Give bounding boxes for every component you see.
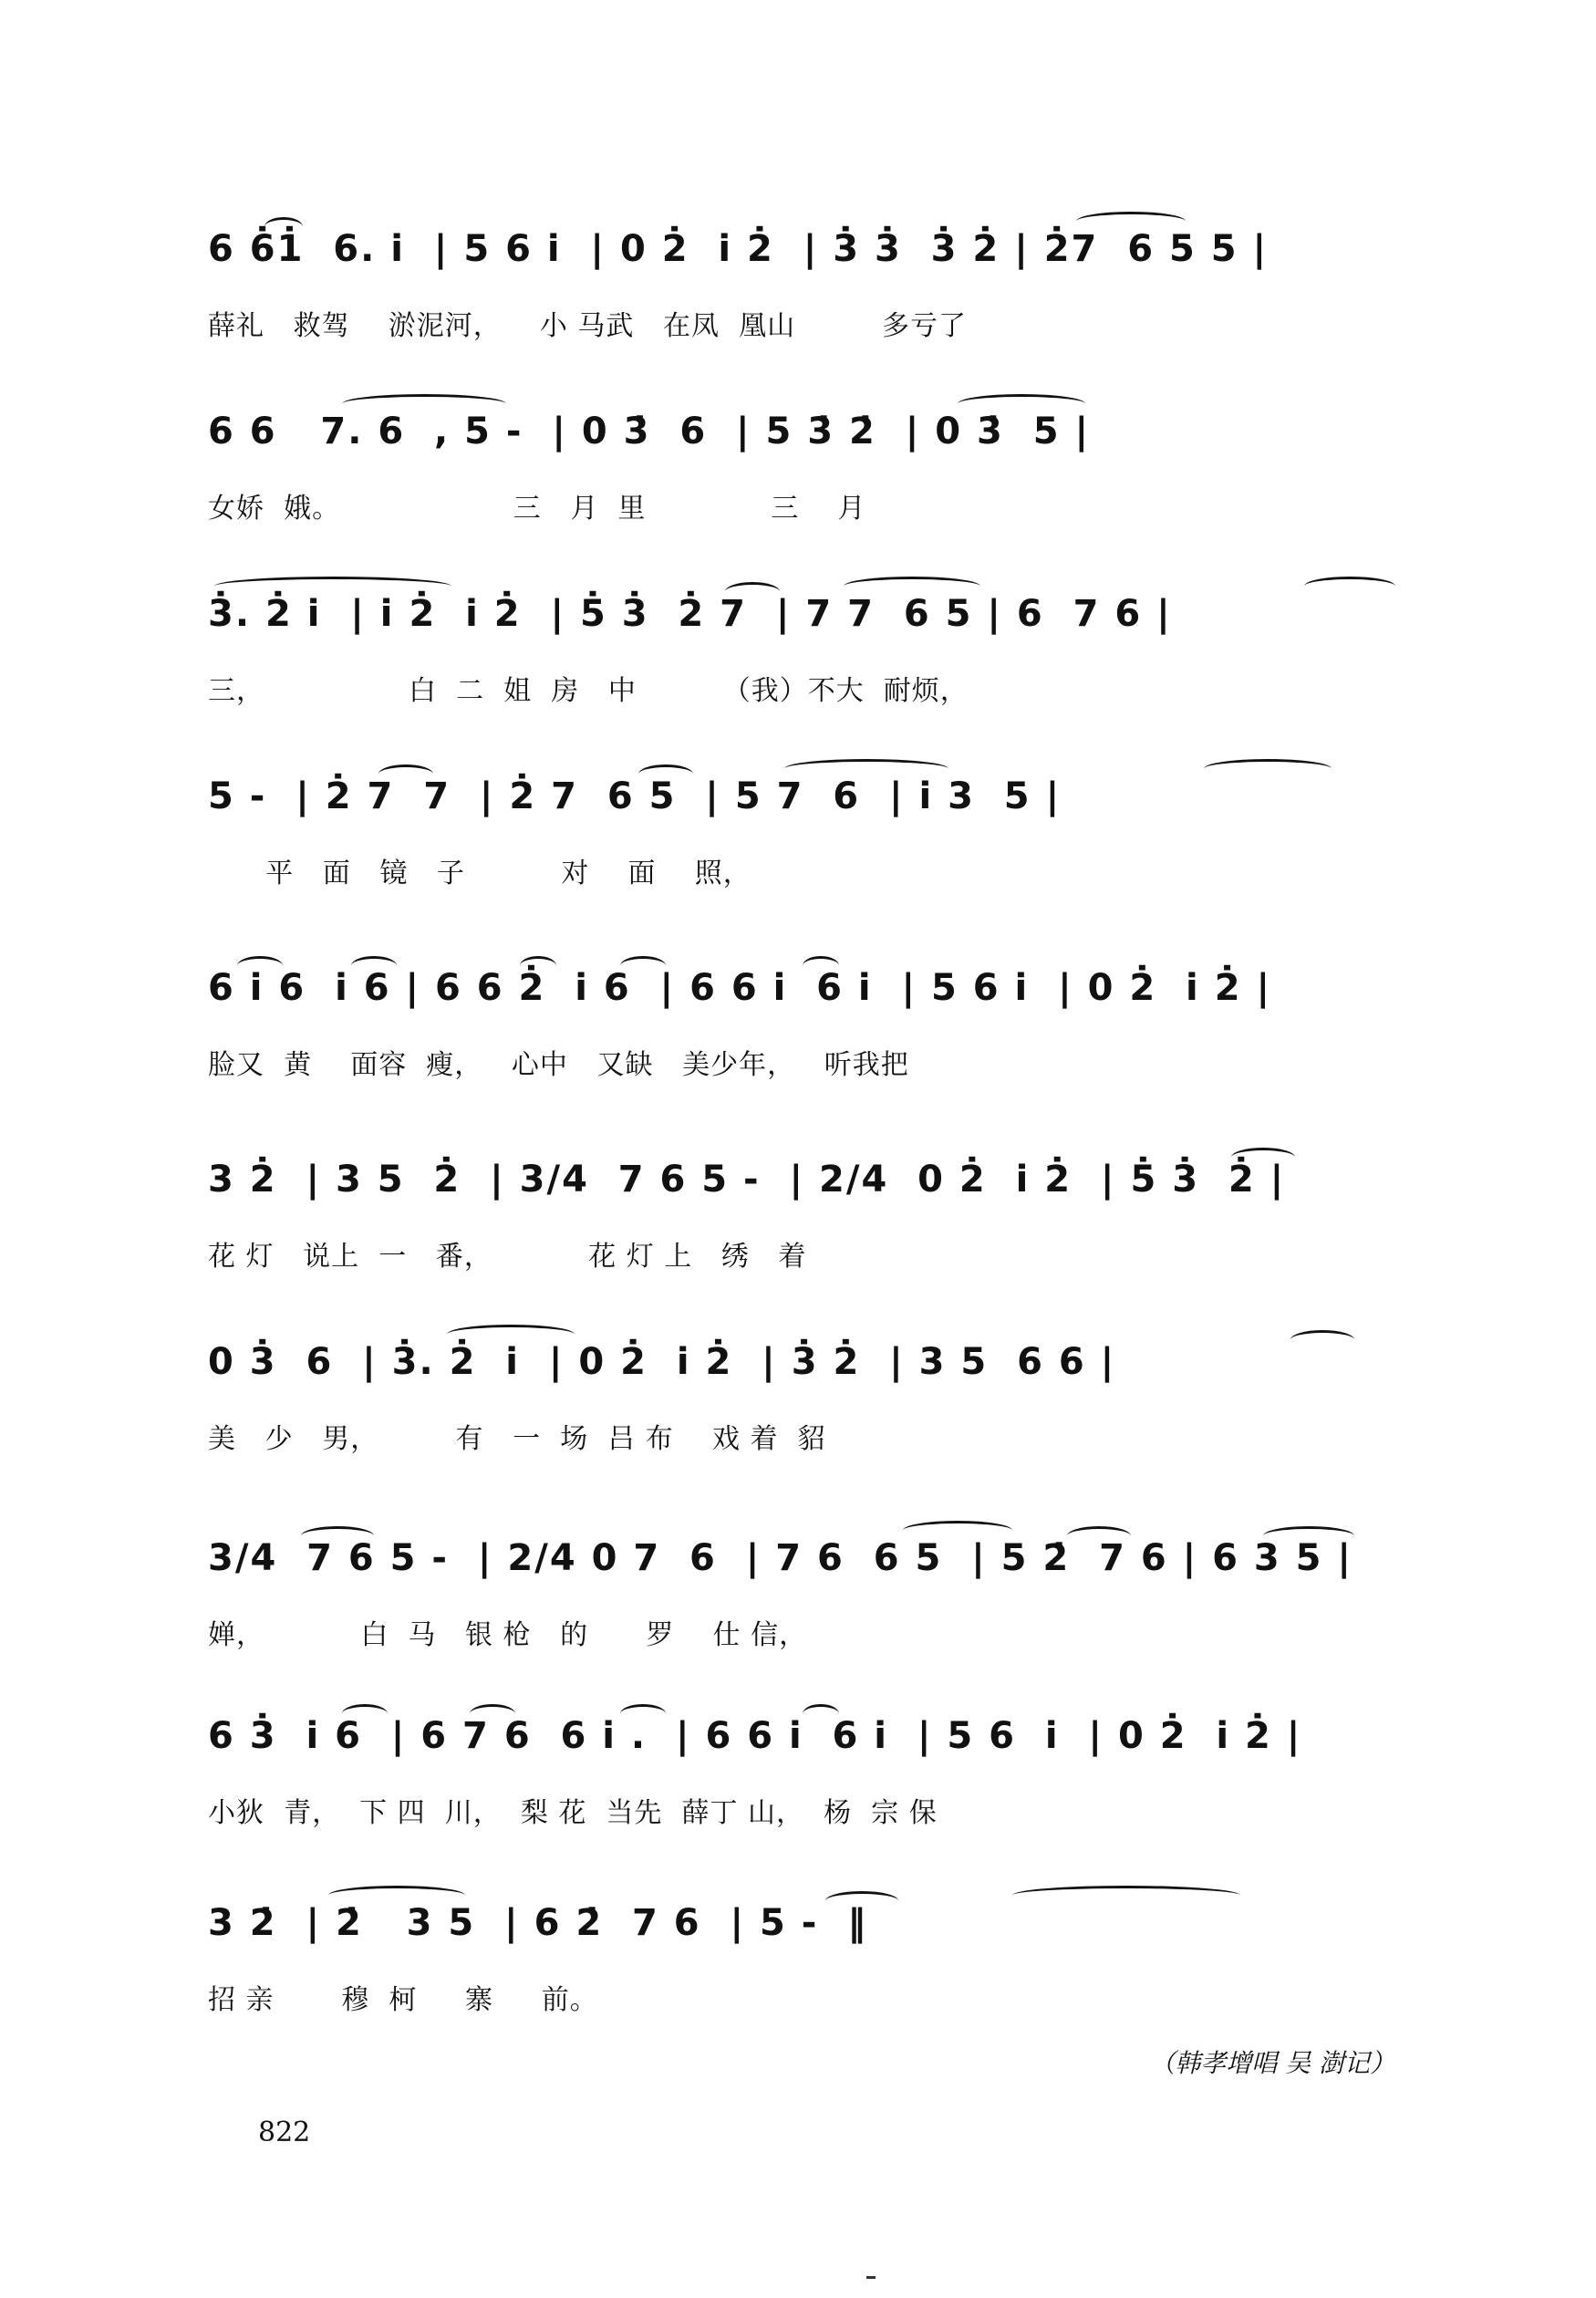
lyric-line: 女娇 娥。 三 月 里 三 月: [208, 493, 866, 525]
score-system-9: [0, 1715, 1596, 1898]
footer-mark: [866, 2276, 876, 2279]
notation-line: 6 6̇1̇ 6. i | 5 6 i | 0 2̇ i 2̇ | 3̇ 3̇ 3̇ 2̇ | 2̇7 6 5 5 |: [208, 228, 1269, 270]
score-system-7: [0, 1341, 1596, 1523]
lyric-line: 花 灯 说上 一 番， 花 灯 上 绣 着: [208, 1241, 807, 1273]
notation-line: 3 2̇ | 2̇ 3 5 | 6 2̇ 7 6 | 5 - ‖: [208, 1902, 868, 1944]
lyric-line: 薛礼 救驾 淤泥河， 小 马武 在凤 凰山 多亏了: [208, 310, 967, 342]
score-system-1: [0, 228, 1596, 411]
score-system-8: [0, 1537, 1596, 1720]
lyric-line: 脸又 黄 面容 瘦， 心中 又缺 美少年， 听我把: [208, 1049, 909, 1081]
lyric-line: 美 少 男， 有 一 场 吕 布 戏 着 貂: [208, 1423, 826, 1455]
score-system-4: [0, 775, 1596, 958]
lyric-line: 招 亲 穆 柯 寨 前。: [208, 1984, 598, 2016]
notation-line: 3̇. 2̇ i | i 2̇ i 2̇ | 5̇ 3̇ 2̇ 7 | 7 7 6 5 | 6 7 6 |: [208, 593, 1172, 635]
lyric-line: 小狄 青， 下 四 川， 梨 花 当先 薛丁 山， 杨 宗 保: [208, 1797, 938, 1829]
notation-line: 3/4 7 6 5 - | 2/4 0 7 6 | 7 6 6 5 | 5 2̇ 7 6 | 6 3 5 |: [208, 1537, 1353, 1579]
notation-line: 6 i 6 i 6 | 6 6 2̇ i 6 | 6 6 i 6 i | 5 6 i | 0 2̇ i 2̇ |: [208, 967, 1272, 1009]
score-system-2: [0, 411, 1596, 593]
lyric-line: 三， 白 二 姐 房 中 （我）不大 耐烦，: [208, 675, 969, 707]
lyric-line: 婵， 白 马 银 枪 的 罗 仕 信，: [208, 1619, 808, 1651]
performer-credit: （韩孝增唱 吴 澍记）: [1149, 2048, 1395, 2078]
score-system-5: [0, 967, 1596, 1149]
notation-line: 3 2̇ | 3 5 2̇ | 3/4 7 6 5 - | 2/4 0 2̇ i 2̇ | 5̇ 3̇ 2̇ |: [208, 1159, 1286, 1201]
page-number: 822: [258, 2116, 311, 2148]
notation-line: 5 - | 2̇ 7 7 | 2̇ 7 6 5 | 5 7 6 | i 3 5 |: [208, 775, 1062, 817]
score-system-3: [0, 593, 1596, 775]
notation-line: 0 3̇ 6 | 3̇. 2̇ i | 0 2̇ i 2̇ | 3̇ 2̇ | 3 5 6 6 |: [208, 1341, 1116, 1383]
lyric-line: 平 面 镜 子 对 面 照，: [208, 858, 751, 889]
notation-line: 6 3̇ i 6 | 6 7 6 6 i . | 6 6 i 6 i | 5 6 i | 0 2̇ i 2̇ |: [208, 1715, 1302, 1757]
notation-line: 6 6 7. 6 , 5 - | 0 3̇ 6 | 5 3̇ 2̇ | 0 3̇ 5 |: [208, 411, 1091, 452]
score-system-6: [0, 1159, 1596, 1341]
